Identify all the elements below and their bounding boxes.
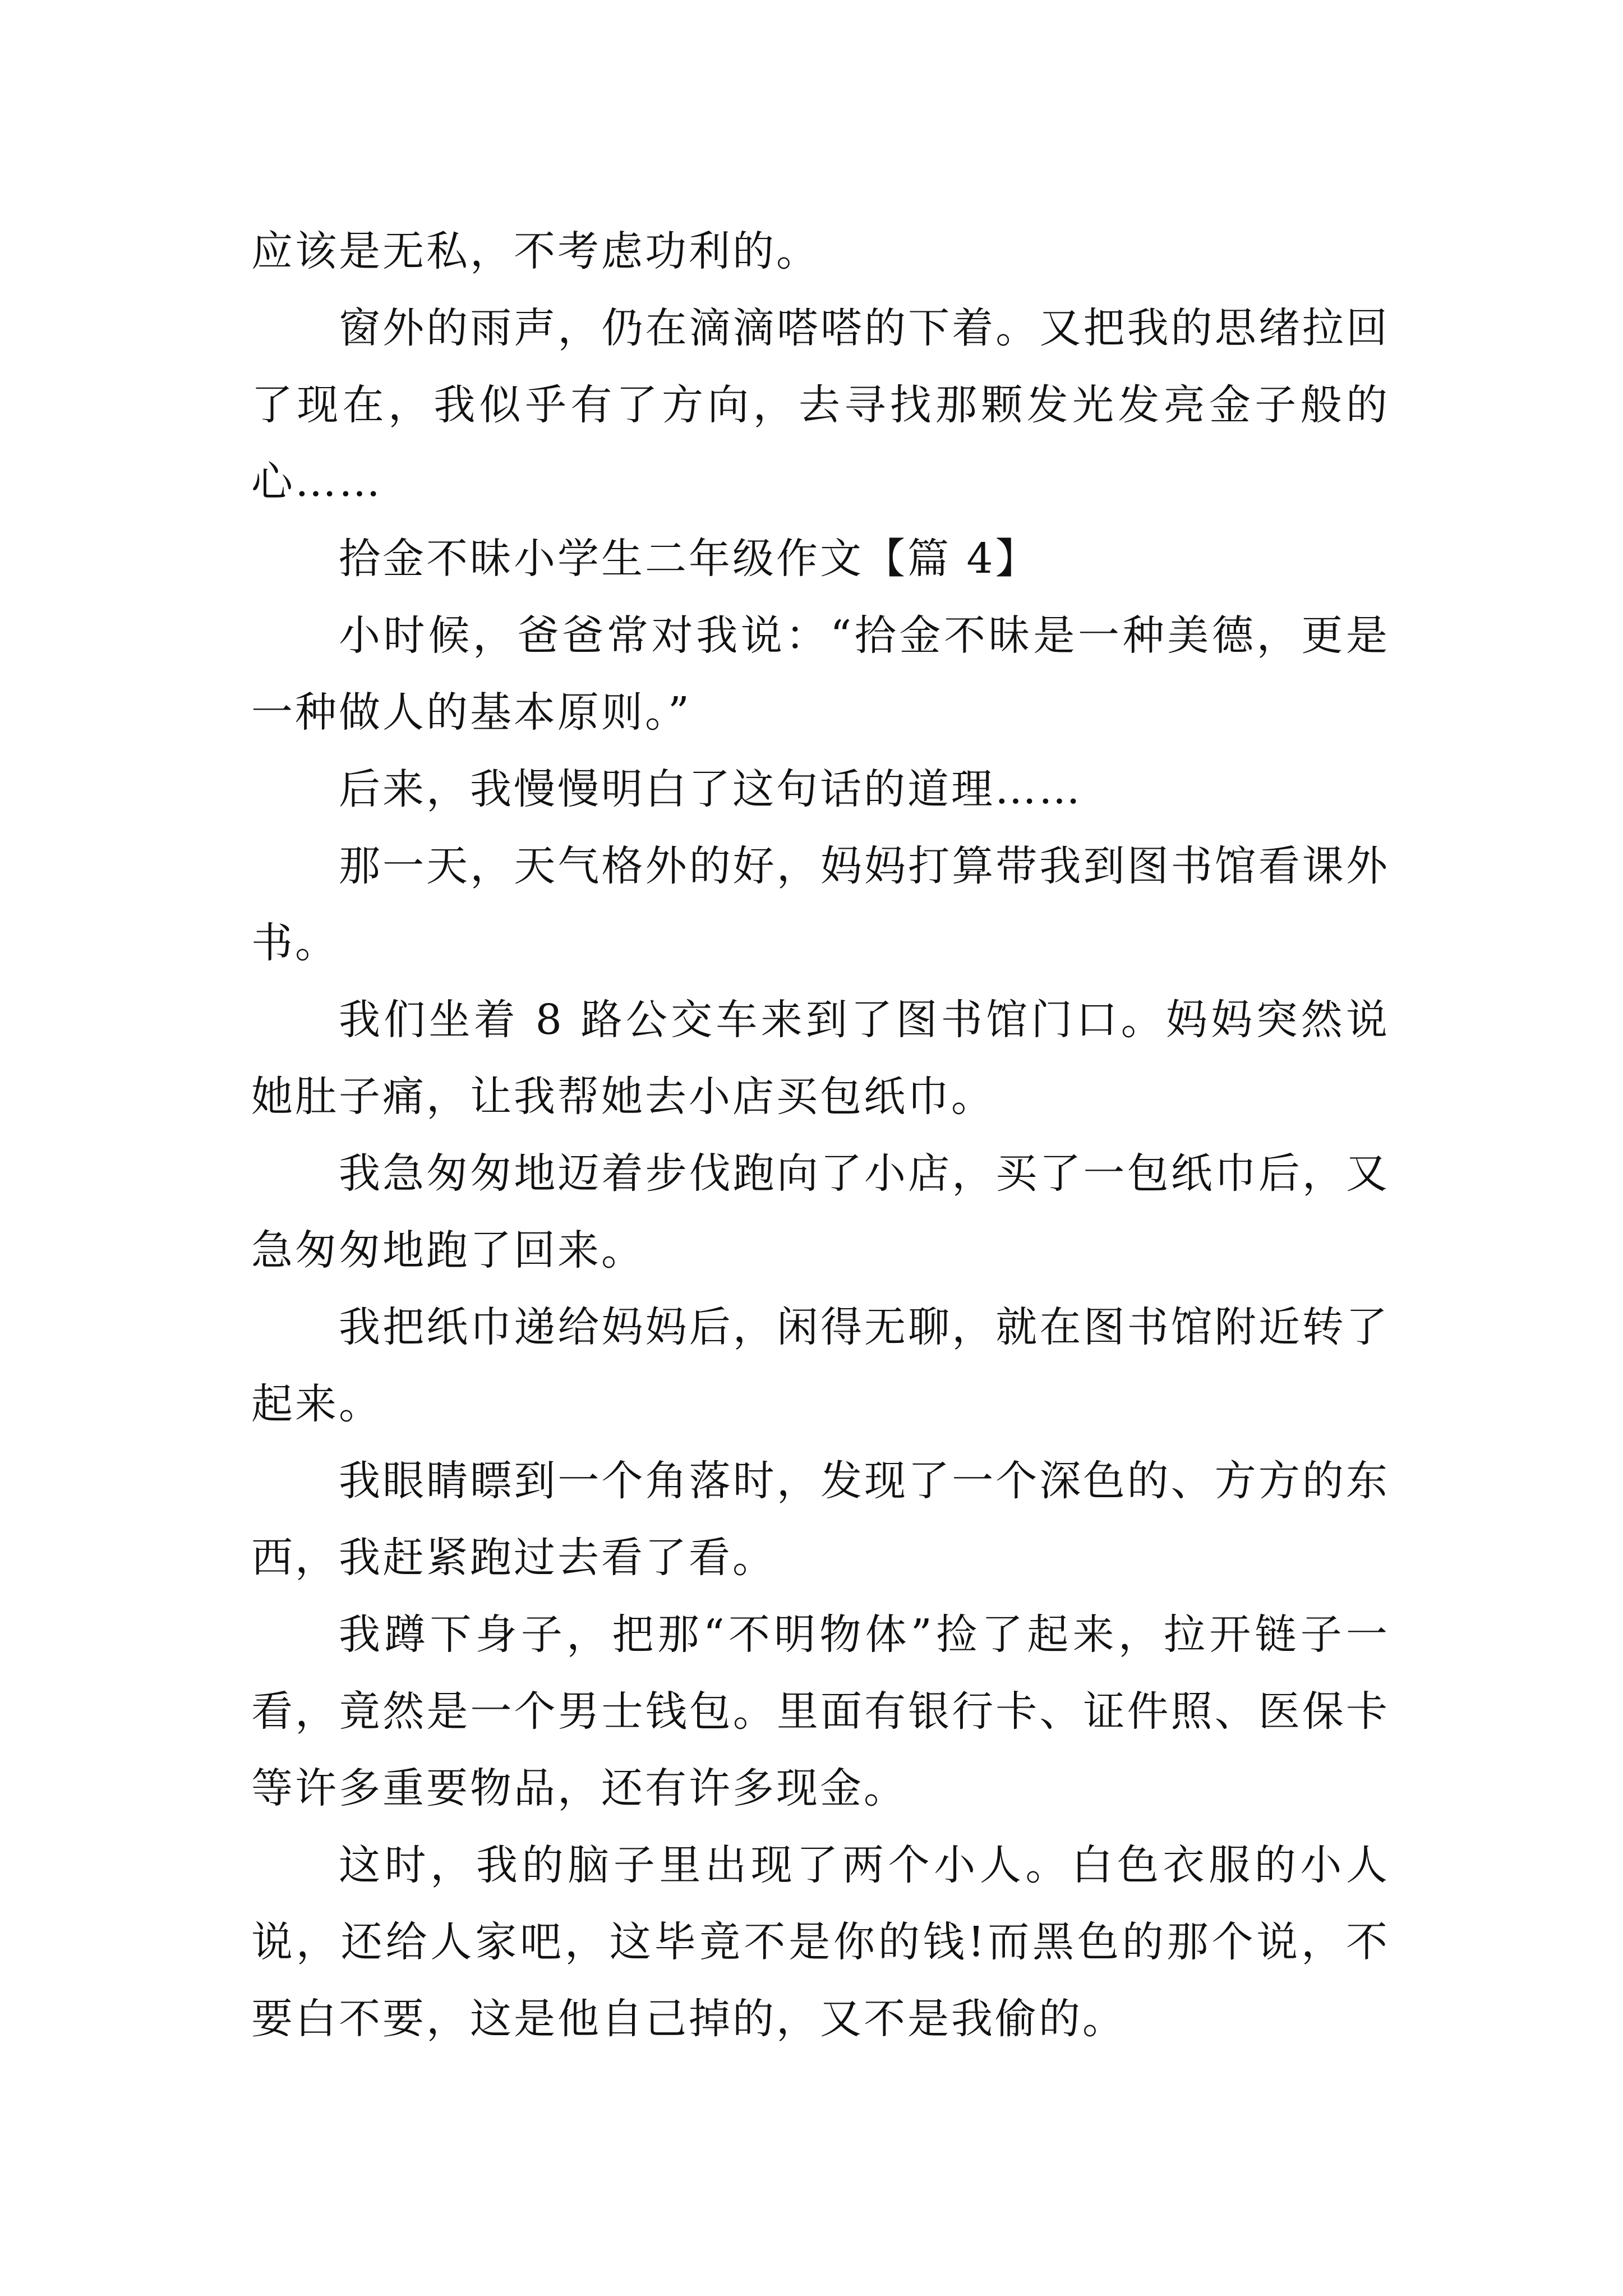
paragraph: 我把纸巾递给妈妈后，闲得无聊，就在图书馆附近转了起来。 <box>251 1303 1390 1428</box>
paragraph: 这时，我的脑子里出现了两个小人。白色衣服的小人说，还给人家吧，这毕竟不是你的钱!而黑色的那个说，不要白不要，这是他自己掉的，又不是我偷的。 <box>251 1841 1390 2043</box>
paragraph: 那一天，天气格外的好，妈妈打算带我到图书馆看课外书。 <box>251 842 1390 967</box>
paragraph: 窗外的雨声，仍在滴滴嗒嗒的下着。又把我的思绪拉回了现在，我似乎有了方向，去寻找那颗发光发亮金子般的心…… <box>251 304 1390 506</box>
paragraph: 后来，我慢慢明白了这句话的道理…… <box>339 765 1082 813</box>
document-body <box>251 213 1390 2058</box>
section-heading: 拾金不昧小学生二年级作文【篇 4】 <box>339 535 1039 583</box>
paragraph: 我眼睛瞟到一个角落时，发现了一个深色的、方方的东西，我赶紧跑过去看了看。 <box>251 1457 1390 1582</box>
paragraph-continuation: 应该是无私，不考虑功利的。 <box>251 227 820 275</box>
paragraph: 小时候，爸爸常对我说：“拾金不昧是一种美德，更是一种做人的基本原则。” <box>251 611 1390 737</box>
paragraph: 我们坐着 8 路公交车来到了图书馆门口。妈妈突然说她肚子痛，让我帮她去小店买包纸巾。 <box>251 996 1390 1121</box>
paragraph: 我急匆匆地迈着步伐跑向了小店，买了一包纸巾后，又急匆匆地跑了回来。 <box>251 1149 1390 1274</box>
paragraph: 我蹲下身子，把那“不明物体”捡了起来，拉开链子一看，竟然是一个男士钱包。里面有银行卡、证件照、医保卡等许多重要物品，还有许多现金。 <box>251 1611 1390 1812</box>
